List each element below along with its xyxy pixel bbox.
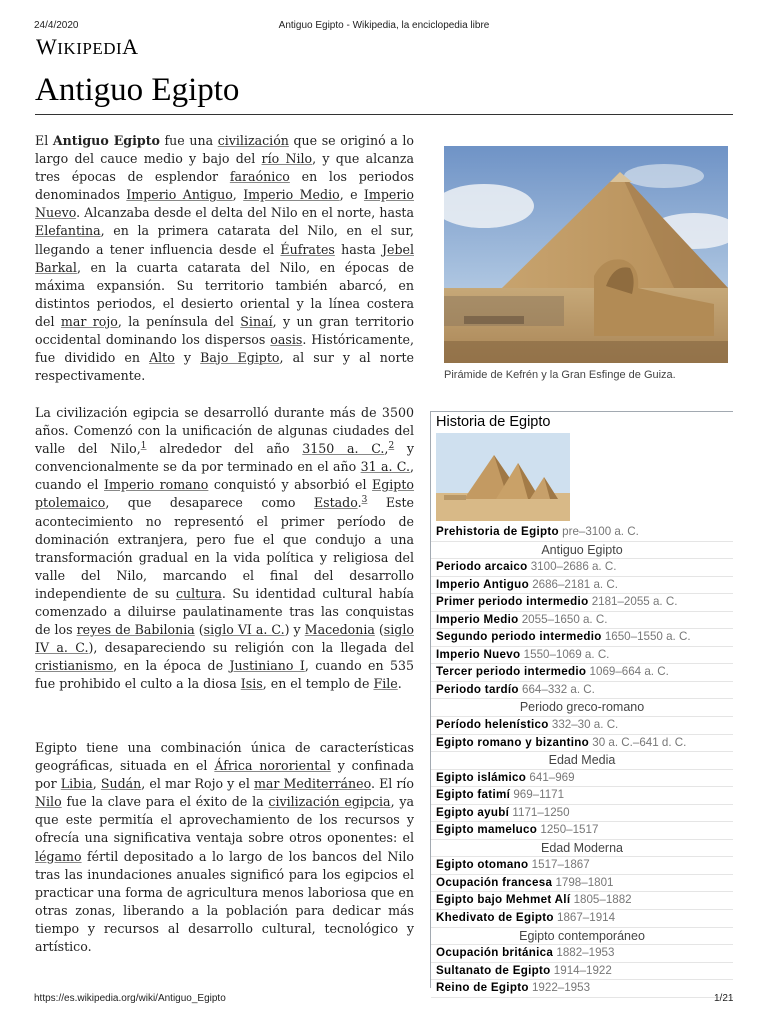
pyramid-sphinx-image xyxy=(444,146,728,363)
article-link[interactable]: cristianismo xyxy=(35,658,114,674)
text-run: , e xyxy=(339,187,364,203)
text-run: fue la clave para el éxito de la xyxy=(61,794,269,810)
article-link[interactable]: Justiniano I xyxy=(229,658,305,674)
pyramid-sphinx-photo[interactable] xyxy=(444,146,728,363)
text-run: ( xyxy=(194,622,204,638)
period-name[interactable]: Imperio Antiguo xyxy=(436,577,529,591)
text-run: y xyxy=(174,350,201,366)
paragraph-intro xyxy=(35,132,414,385)
period-name[interactable]: Período helenístico xyxy=(436,718,549,732)
paragraph-1 xyxy=(35,132,414,385)
period-dates: 1805–1882 xyxy=(573,893,632,907)
infobox-period-row[interactable] xyxy=(431,787,733,805)
period-name[interactable]: Egipto bajo Mehmet Alí xyxy=(436,893,571,907)
text-run: Este acontecimiento no representó el primer período de dominación extranjera, pero fue el que condujo a una transformación gradual en la vida política y religiosa del valle del Nilo, marcando el final del desarrollo independiente de su xyxy=(35,495,414,601)
text-run: . xyxy=(397,676,402,692)
period-name[interactable]: Segundo periodo intermedio xyxy=(436,630,602,644)
bold-term: Antiguo Egipto xyxy=(52,133,160,148)
article-link[interactable]: 31 a. C. xyxy=(360,459,410,475)
period-name[interactable]: Egipto fatimí xyxy=(436,788,511,802)
period-name[interactable]: Egipto islámico xyxy=(436,770,527,784)
infobox-period-row[interactable] xyxy=(431,735,733,753)
text-run: , el mar Rojo y el xyxy=(141,776,254,792)
period-name[interactable]: Tercer periodo intermedio xyxy=(436,665,587,679)
infobox-period-row[interactable] xyxy=(431,945,733,963)
period-dates: 332–30 a. C. xyxy=(551,718,619,732)
period-dates: 1171–1250 xyxy=(512,805,570,819)
period-dates: 2181–2055 a. C. xyxy=(591,595,678,609)
text-run: y convencionalmente se da por terminado en el año xyxy=(35,441,414,475)
period-name[interactable]: Imperio Medio xyxy=(436,612,519,626)
article-link[interactable]: Macedonia xyxy=(304,622,375,638)
footer-url: https://es.wikipedia.org/wiki/Antiguo_Egipto xyxy=(34,993,226,1004)
infobox-section-header[interactable]: Egipto contemporáneo xyxy=(431,928,733,946)
text-run: , ya que este permitía el aprovechamiento de los recursos y ofrecía una significativa ventaja sobre otros oponentes: el xyxy=(35,794,414,846)
period-name[interactable]: Egipto ayubí xyxy=(436,805,510,819)
text-run: , y un gran territorio occidental dominando los dispersos xyxy=(35,313,414,348)
text-run: , que desaparece como xyxy=(105,495,314,511)
infobox-period-row[interactable] xyxy=(431,717,733,735)
text-run: fue una xyxy=(159,133,218,148)
infobox-period-row[interactable] xyxy=(431,980,733,998)
text-run: , xyxy=(92,776,101,792)
article-link[interactable]: siglo IV a. C. xyxy=(35,622,414,656)
article-link[interactable]: Libia xyxy=(60,776,93,792)
period-name[interactable]: Egipto romano y bizantino xyxy=(436,735,590,749)
article-link[interactable]: río Nilo xyxy=(261,151,313,167)
text-run: fértil depositado a lo largo de los bancos del Nilo tras las inundaciones anuales significó para los egipcios el practicar una forma de agricultura menos laboriosa que en otras zonas, liberando a la población para dedicar más tiempo y recursos al desarrollo cultural, tecnológico y artístico. xyxy=(35,848,414,955)
print-date: 24/4/2020 xyxy=(34,20,79,31)
text-run: Egipto tiene una combinación única de características geográficas, situada en el xyxy=(35,740,414,774)
text-run: y confinada por xyxy=(35,758,415,792)
article-link[interactable]: Éufrates xyxy=(280,241,335,257)
infobox-pyramids-image[interactable] xyxy=(436,433,570,521)
paragraph-geography xyxy=(35,739,414,956)
text-run: . Alcanzaba desde el delta del Nilo en el norte, hasta xyxy=(76,205,414,221)
period-name[interactable]: Sultanato de Egipto xyxy=(436,963,551,977)
infobox-period-row[interactable] xyxy=(431,910,733,928)
period-name[interactable]: Egipto mameluco xyxy=(436,823,538,837)
wordmark-w: W xyxy=(36,34,58,59)
history-infobox xyxy=(430,411,733,995)
wordmark-middle: IKIPEDI xyxy=(57,39,123,58)
text-run: , al sur y al norte respectivamente. xyxy=(35,350,415,384)
article-link[interactable]: siglo VI a. C. xyxy=(203,622,285,638)
article-link[interactable]: Nilo xyxy=(35,794,62,810)
text-run: , cuando el xyxy=(35,459,415,493)
period-dates: 664–332 a. C. xyxy=(522,682,595,696)
infobox-period-row[interactable] xyxy=(431,559,733,577)
period-dates: 1650–1550 a. C. xyxy=(604,630,691,644)
text-run: , en el templo de xyxy=(262,676,374,692)
infobox-period-row[interactable] xyxy=(431,822,733,840)
wikipedia-wordmark[interactable] xyxy=(36,34,139,60)
article-link[interactable]: faraónico xyxy=(229,169,290,185)
infobox-section-header[interactable]: Antiguo Egipto xyxy=(431,542,733,560)
period-dates: 641–969 xyxy=(529,770,575,784)
infobox-periods xyxy=(431,524,733,998)
infobox-period-row[interactable] xyxy=(431,524,733,542)
article-link[interactable]: reyes de Babilonia xyxy=(76,622,195,638)
paragraph-3 xyxy=(35,739,414,956)
period-name[interactable]: Prehistoria de Egipto xyxy=(436,525,559,538)
infobox-period-row[interactable] xyxy=(431,664,733,682)
infobox-period-row[interactable] xyxy=(431,892,733,910)
article-link[interactable]: Imperio Antiguo xyxy=(126,187,233,203)
article-link[interactable]: cultura xyxy=(175,585,222,601)
infobox-period-row[interactable] xyxy=(431,857,733,875)
infobox-period-row[interactable] xyxy=(431,805,733,823)
period-name[interactable]: Egipto otomano xyxy=(436,858,529,872)
text-run: , en la cuarta catarata del Nilo, en épocas de máxima expansión. Su territorio también abarcó, en distintos periodos, el desierto oriental y la línea costera del xyxy=(35,259,414,329)
article-link[interactable]: 3150 a. C. xyxy=(302,441,385,457)
text-run: , y que alcanza tres épocas de esplendor xyxy=(35,151,414,185)
period-dates: 2686–2181 a. C. xyxy=(532,577,618,591)
infobox-section-header[interactable]: Edad Media xyxy=(431,752,733,770)
period-name[interactable]: Khedivato de Egipto xyxy=(436,911,554,925)
infobox-title: Historia de Egipto xyxy=(436,414,551,430)
print-header-title: Antiguo Egipto - Wikipedia, la enciclopedia libre xyxy=(278,20,490,31)
infobox-period-row[interactable] xyxy=(431,963,733,981)
text-run: hasta xyxy=(334,241,382,257)
article-link[interactable]: mar rojo xyxy=(60,313,118,329)
wordmark-a: A xyxy=(122,34,139,59)
article-link[interactable]: légamo xyxy=(35,848,82,864)
text-run: El xyxy=(35,133,53,148)
period-dates: 1922–1953 xyxy=(531,981,591,995)
article-link[interactable]: Jebel Barkal xyxy=(35,241,414,275)
image-caption: Pirámide de Kefrén y la Gran Esfinge de Guiza. xyxy=(444,369,676,381)
infobox-period-row[interactable] xyxy=(431,875,733,893)
text-run: . El río xyxy=(370,776,415,792)
period-dates: 1882–1953 xyxy=(556,946,615,960)
text-run: , xyxy=(384,441,389,457)
period-name[interactable]: Ocupación francesa xyxy=(436,875,553,889)
period-dates: 1798–1801 xyxy=(555,875,614,889)
article-link[interactable]: Imperio Nuevo xyxy=(35,187,414,221)
title-divider xyxy=(35,114,733,115)
text-run: en los periodos denominados xyxy=(35,169,414,203)
article-link[interactable]: 1 xyxy=(140,441,147,451)
period-dates: 1069–664 a. C. xyxy=(589,665,669,679)
period-dates: 1517–1867 xyxy=(531,858,590,872)
period-dates: 3100–2686 a. C. xyxy=(530,560,617,574)
infobox-period-row[interactable] xyxy=(431,594,733,612)
page-title: Antiguo Egipto xyxy=(35,72,240,108)
text-run: , cuando en 535 fue prohibido el culto a la diosa xyxy=(35,658,415,692)
infobox-section-header[interactable]: Edad Moderna xyxy=(431,840,733,858)
article-link[interactable]: Egipto ptolemaico xyxy=(35,477,415,511)
text-run: , la península del xyxy=(117,313,241,329)
text-run: , en la primera catarata del Nilo, en el sur, llegando a tener influencia desde el xyxy=(35,223,414,257)
article-link[interactable]: mar Mediterráneo xyxy=(253,776,371,792)
text-run: ) y xyxy=(284,622,305,638)
infobox-section-header[interactable]: Periodo greco-romano xyxy=(431,699,733,717)
text-run: , xyxy=(232,187,244,203)
text-run: La civilización egipcia se desarrolló durante más de 3500 años. Comenzó con la unificación de algunas ciudades del valle del Nilo, xyxy=(35,405,414,457)
text-run: ( xyxy=(374,622,384,638)
text-run: . Su identidad cultural había comenzado a diluirse paulatinamente tras las conquistas de los xyxy=(35,585,414,638)
article-link[interactable]: civilización xyxy=(217,133,289,148)
infobox-period-row[interactable] xyxy=(431,682,733,700)
article-link[interactable]: Estado xyxy=(313,495,358,511)
giza-pyramids-image xyxy=(436,433,570,521)
period-dates: 1914–1922 xyxy=(553,963,612,977)
text-run: . xyxy=(357,495,362,511)
period-dates: pre–3100 a. C. xyxy=(562,525,639,538)
paragraph-2 xyxy=(35,404,414,694)
article-link[interactable]: oasis xyxy=(270,332,303,348)
article-link[interactable]: Sinaí xyxy=(240,313,273,329)
article-link[interactable]: civilización egipcia xyxy=(268,794,391,810)
article-link[interactable]: 3 xyxy=(361,495,368,506)
text-run: . Históricamente, fue dividido en xyxy=(35,332,414,366)
period-name[interactable]: Reino de Egipto xyxy=(436,981,529,995)
period-name[interactable]: Periodo arcaico xyxy=(436,560,528,574)
infobox-period-row[interactable] xyxy=(431,629,733,647)
infobox-period-row[interactable] xyxy=(431,577,733,595)
period-dates: 969–1171 xyxy=(513,788,565,802)
article-link[interactable]: Imperio romano xyxy=(104,477,209,493)
article-link[interactable]: África nororiental xyxy=(214,758,331,774)
text-run: ), desapareciendo su religión con la llegada del xyxy=(88,640,414,656)
period-dates: 1867–1914 xyxy=(557,911,616,925)
period-name[interactable]: Imperio Nuevo xyxy=(436,647,521,661)
paragraph-history xyxy=(35,404,414,694)
text-run: , en la época de xyxy=(113,658,230,674)
period-name[interactable]: Primer periodo intermedio xyxy=(436,595,589,609)
infobox-period-row[interactable] xyxy=(431,770,733,788)
text-run: que se originó a lo largo del cauce medio y bajo del xyxy=(35,133,414,167)
period-dates: 2055–1650 a. C. xyxy=(521,612,608,626)
text-run: conquistó y absorbió el xyxy=(208,477,373,493)
article-link[interactable]: File xyxy=(373,676,398,692)
article-link[interactable]: Imperio Medio xyxy=(243,187,340,203)
article-link[interactable]: Bajo Egipto xyxy=(200,350,280,366)
period-name[interactable]: Periodo tardío xyxy=(436,682,519,696)
footer-page-number: 1/21 xyxy=(714,993,734,1004)
period-dates: 1250–1517 xyxy=(540,823,599,837)
article-link[interactable]: Isis xyxy=(240,676,263,692)
article-link[interactable]: Elefantina xyxy=(35,223,101,239)
period-dates: 30 a. C.–641 d. C. xyxy=(592,735,687,749)
text-run: alrededor del año xyxy=(146,441,303,457)
article-link[interactable]: Sudán xyxy=(100,776,142,792)
infobox-period-row[interactable] xyxy=(431,612,733,630)
period-dates: 1550–1069 a. C. xyxy=(523,647,610,661)
article-link[interactable]: 2 xyxy=(388,441,395,451)
infobox-period-row[interactable] xyxy=(431,647,733,665)
article-link[interactable]: Alto xyxy=(149,350,175,366)
period-name[interactable]: Ocupación británica xyxy=(436,946,554,960)
